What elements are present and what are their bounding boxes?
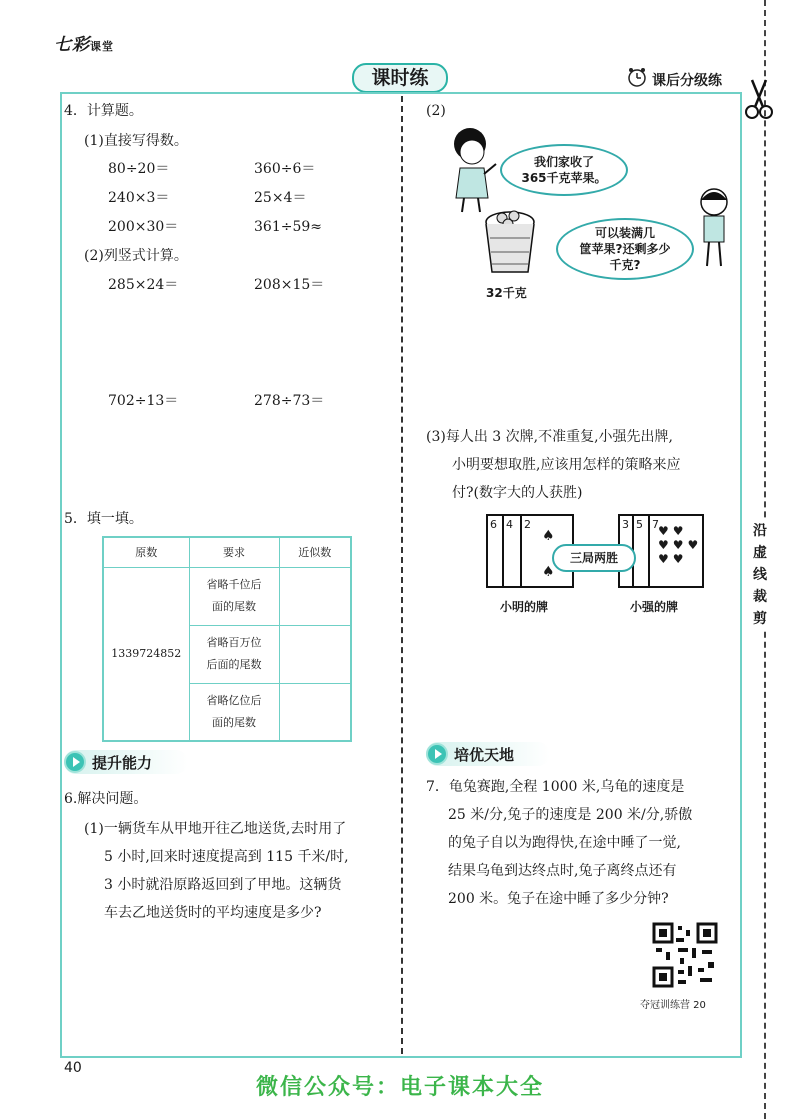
playing-card: 3 [618,514,666,588]
q4-vertical-3: 702÷13＝ [108,393,179,409]
header-banner: 课时练 [352,63,448,93]
q-right-sub2: (2) [426,103,446,119]
table-requirement: 省略千位后 面的尾数 [189,567,279,625]
play-icon [426,743,448,765]
basket-weight-label: 32千克 [486,286,527,300]
table-answer-cell[interactable] [279,683,351,741]
q6-line: 车去乙地送货时的平均速度是多少? [104,905,322,921]
xiaoqiang-cards-label: 小强的牌 [630,600,679,614]
q4-vertical-2: 208×15＝ [254,277,325,293]
q-right-sub3-line: 小明要想取胜,应该用怎样的策略来应 [452,457,681,473]
q4-row1-b: 360÷6＝ [254,161,316,177]
cards-speech-bubble: 三局两胜 [552,544,636,572]
spade-icon: ♠ [542,564,555,580]
boy-illustration [692,186,738,272]
table-answer-cell[interactable] [279,625,351,683]
q7-line: 7．龟兔赛跑,全程 1000 米,乌龟的速度是 [426,779,685,795]
qr-code[interactable] [652,922,718,988]
q4-row3-a: 200×30＝ [108,219,179,235]
q6-line: 3 小时就沿原路返回到了甲地。这辆货 [104,877,342,893]
section-header-excellence: 培优天地 [426,742,550,766]
header-right-label: 课后分级练 [652,73,722,89]
heart-icon: ♥♥ ♥♥♥ ♥♥ [658,524,703,566]
playing-card: 6 [486,514,534,588]
q7-line: 结果乌龟到达终点时,兔子离终点还有 [448,863,677,879]
spade-icon: ♠ [542,528,555,544]
scissors-icon [744,76,774,120]
q4-row2-a: 240×3＝ [108,190,170,206]
cut-hint: 沿 虚 线 裁 剪 [753,520,767,630]
table-header: 近似数 [279,537,351,567]
playing-card: 4 [502,514,550,588]
q-right-sub3-line: (3)每人出 3 次牌,不准重复,小强先出牌, [426,429,673,445]
q7-line: 200 米。兔子在途中睡了多少分钟? [448,891,669,907]
approx-table [102,536,352,742]
table-requirement: 省略亿位后 面的尾数 [189,683,279,741]
table-answer-cell[interactable] [279,567,351,625]
table-requirement: 省略百万位 后面的尾数 [189,625,279,683]
q7-line: 25 米/分,兔子的速度是 200 米/分,骄傲 [448,807,693,823]
q6-line: 5 小时,回来时速度提高到 115 千米/时, [104,849,349,865]
table-header: 原数 [103,537,189,567]
q4-vertical-4: 278÷73＝ [254,393,325,409]
column-divider [401,96,403,1054]
q4-title: 4．计算题。 [64,103,143,119]
playing-card: 5 [632,514,680,588]
clock-icon [626,66,648,88]
q-right-sub3-line: 付?(数字大的人获胜) [452,485,583,501]
q6-line: (1)一辆货车从甲地开往乙地送货,去时用了 [84,821,347,837]
q6-title: 6.解决问题。 [64,791,148,807]
playing-card: 7 ♥♥ ♥♥♥ ♥♥ [648,514,704,588]
play-icon [64,751,86,773]
apple-basket-illustration [480,208,540,278]
q4-row3-b: 361÷59≈ [254,219,322,235]
q4-vertical-1: 285×24＝ [108,277,179,293]
q4-sub1: (1)直接写得数。 [84,133,188,149]
qr-caption: 夺冠训练营 20 [640,1000,706,1011]
page-number: 40 [64,1060,82,1076]
playing-card: 2 ♠ ♠ [520,514,574,588]
q4-row2-b: 25×4＝ [254,190,307,206]
girl-illustration [446,124,506,216]
q4-row1-a: 80÷20＝ [108,161,170,177]
section-header-ability: 提升能力 [64,750,188,774]
xiaoming-cards-label: 小明的牌 [500,600,549,614]
table-header: 要求 [189,537,279,567]
footer-ad: 微信公众号：电子课本大全 [255,1075,544,1100]
speech-bubble-boy: 可以装满几 筐苹果?还剩多少 千克? [556,218,694,280]
q4-sub2: (2)列竖式计算。 [84,248,188,264]
table-original-number: 1339724852 [103,567,189,741]
q5-title: 5．填一填。 [64,511,143,527]
speech-bubble-girl: 我们家收了 365千克苹果。 [500,144,628,196]
q7-line: 的兔子自以为跑得快,在途中睡了一觉, [448,835,681,851]
brand-logo: 七彩课堂 [54,35,114,55]
